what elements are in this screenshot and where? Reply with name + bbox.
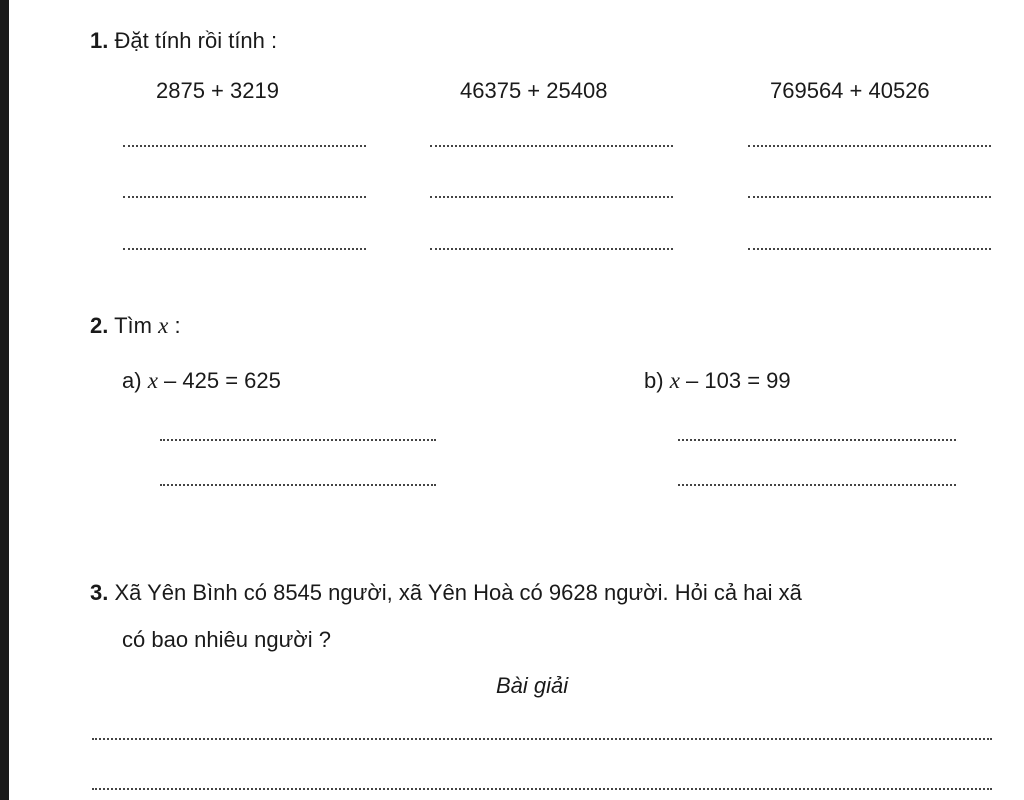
exercise-2-number: 2.: [90, 313, 109, 338]
exercise-1-heading: [90, 28, 277, 54]
answer-line: [678, 439, 956, 441]
exercise-3-number: 3.: [90, 580, 109, 605]
exercise-2-title: Tìm: [114, 313, 152, 338]
exercise-2-colon: :: [174, 313, 181, 338]
answer-line: [430, 248, 673, 250]
answer-line: [92, 738, 992, 740]
problem-1c: 769564 + 40526: [770, 78, 930, 103]
answer-line: [678, 484, 956, 486]
equation-a: [122, 368, 281, 394]
answer-line: [748, 145, 991, 147]
exercise-1-number: 1.: [90, 28, 109, 53]
answer-line: [430, 145, 673, 147]
answer-line: [160, 484, 436, 486]
problem-1a: 2875 + 3219: [156, 78, 279, 103]
exercise-2-variable: x: [158, 313, 169, 338]
problem-1b: 46375 + 25408: [460, 78, 608, 103]
equation-a-variable: x: [147, 368, 158, 393]
equation-a-label: a): [122, 368, 142, 393]
equation-b-label: b): [644, 368, 664, 393]
answer-line: [123, 145, 366, 147]
answer-line: [92, 788, 992, 790]
equation-b-variable: x: [669, 368, 680, 393]
answer-line: [123, 248, 366, 250]
answer-line: [123, 196, 366, 198]
equation-a-expression: – 425 = 625: [164, 368, 281, 393]
equation-b-expression: – 103 = 99: [686, 368, 791, 393]
equation-b: [644, 368, 791, 394]
exercise-3-text-1: Xã Yên Bình có 8545 người, xã Yên Hoà có 9628 người. Hỏi cả hai xã: [114, 580, 802, 605]
exercise-2-heading: [90, 313, 181, 339]
answer-line: [748, 196, 991, 198]
exercise-3-line-2: có bao nhiêu người ?: [122, 627, 331, 652]
exercise-1-title: Đặt tính rồi tính :: [114, 28, 278, 53]
page-left-border: [0, 0, 9, 800]
answer-line: [430, 196, 673, 198]
answer-line: [160, 439, 436, 441]
answer-line: [748, 248, 991, 250]
solution-heading: Bài giải: [496, 673, 569, 698]
exercise-3-line-1: [90, 580, 802, 606]
